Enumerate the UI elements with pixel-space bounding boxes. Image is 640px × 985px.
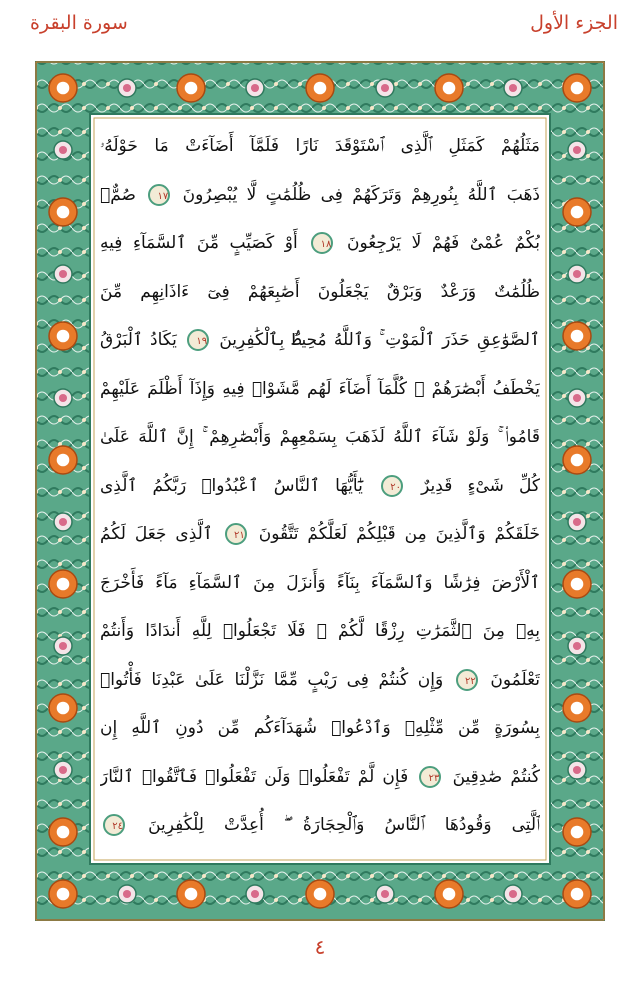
- orange-medallion: [49, 570, 77, 598]
- ayah-number-marker: ٢١: [225, 523, 247, 545]
- flower-ornament: [54, 265, 72, 283]
- verse-text: يَخْطَفُ أَبْصَٰرَهُمْ ۖ كُلَّمَآ أَضَآءَ لَهُم مَّشَوْا۟ فِيهِ وَإِذَآ أَظْلَمَ عَلَيْهِمْ: [100, 378, 540, 399]
- verse-line: [100, 369, 540, 409]
- verse-text: تَعْلَمُونَ: [490, 669, 540, 690]
- verse-line: [100, 223, 540, 263]
- orange-medallion: [563, 446, 591, 474]
- orange-medallion: [177, 74, 205, 102]
- orange-medallion: [306, 880, 334, 908]
- orange-medallion: [177, 880, 205, 908]
- verse-text: ٱلصَّوَٰعِقِ حَذَرَ ٱلْمَوْتِ ۚ وَٱللَّهُ مُحِيطٌۢ بِٱلْكَٰفِرِينَ: [219, 330, 540, 350]
- verse-text: ظُلُمَٰتٌ وَرَعْدٌ وَبَرْقٌ يَجْعَلُونَ أَصَٰبِعَهُمْ فِىٓ ءَاذَانِهِم مِّنَ: [100, 281, 540, 302]
- flower-ornament: [568, 761, 586, 779]
- juz-label: الجزء الأول: [530, 12, 618, 34]
- verse-line: [100, 611, 540, 651]
- verse-text: ٱلْأَرْضَ فِرَٰشًا وَٱلسَّمَآءَ بِنَآءً وَأَنزَلَ مِنَ ٱلسَّمَآءِ مَآءً فَأَخْرَجَ: [100, 572, 540, 593]
- verse-text: بِهِۦ مِنَ ٱلثَّمَرَٰتِ رِزْقًا لَّكُمْ ۖ فَلَا تَجْعَلُوا۟ لِلَّهِ أَندَادًا وَأَنتُمْ: [100, 621, 540, 641]
- quran-text-panel: [96, 120, 544, 858]
- orange-medallion: [563, 818, 591, 846]
- verse-line: [100, 757, 540, 797]
- orange-medallion: [563, 694, 591, 722]
- flower-ornament: [568, 141, 586, 159]
- orange-medallion: [49, 446, 77, 474]
- page-number: ٤: [314, 935, 326, 959]
- flower-ornament: [54, 637, 72, 655]
- flower-ornament: [376, 885, 394, 903]
- verse-line: [100, 514, 540, 554]
- verse-line: [100, 466, 540, 506]
- flower-ornament: [504, 885, 522, 903]
- verse-line: [100, 805, 540, 845]
- ayah-number-marker: ١٩: [187, 329, 209, 351]
- orange-medallion: [49, 322, 77, 350]
- orange-medallion: [563, 880, 591, 908]
- orange-medallion: [563, 322, 591, 350]
- verse-text: صُمٌّۢ: [100, 184, 136, 205]
- verse-text: قَامُوا۟ ۚ وَلَوْ شَآءَ ٱللَّهُ لَذَهَبَ بِسَمْعِهِمْ وَأَبْصَٰرِهِمْ ۚ إِنَّ ٱللَّهَ عَلَىٰ: [100, 427, 540, 447]
- verse-text: أَوْ كَصَيِّبٍ مِّنَ ٱلسَّمَآءِ فِيهِ: [100, 233, 298, 253]
- orange-medallion: [49, 694, 77, 722]
- orange-medallion: [49, 74, 77, 102]
- ayah-number-marker: ٢٣: [419, 766, 441, 788]
- verse-text: ٱلَّتِى وَقُودُهَا ٱلنَّاسُ وَٱلْحِجَارَةُ ۖ أُعِدَّتْ لِلْكَٰفِرِينَ: [148, 815, 540, 835]
- flower-ornament: [568, 637, 586, 655]
- flower-ornament: [54, 761, 72, 779]
- verse-text: ذَهَبَ ٱللَّهُ بِنُورِهِمْ وَتَرَكَهُمْ فِى ظُلُمَٰتٍ لَّا يُبْصِرُونَ: [182, 184, 540, 205]
- flower-ornament: [246, 79, 264, 97]
- ayah-number-marker: ٢٠: [381, 475, 403, 497]
- surah-label: سورة البقرة: [30, 12, 128, 34]
- verse-text: خَلَقَكُمْ وَٱلَّذِينَ مِن قَبْلِكُمْ لَعَلَّكُمْ تَتَّقُونَ: [258, 524, 540, 544]
- flower-ornament: [118, 79, 136, 97]
- flower-ornament: [568, 513, 586, 531]
- orange-medallion: [563, 74, 591, 102]
- verse-line: [100, 708, 540, 748]
- ayah-number-marker: ٢٤: [103, 814, 125, 836]
- ayah-number-marker: ٢٢: [456, 669, 478, 691]
- verse-line: [100, 272, 540, 312]
- verse-text: كُلِّ شَىْءٍ قَدِيرٌ: [421, 475, 540, 496]
- verse-text: يَكَادُ ٱلْبَرْقُ: [100, 330, 177, 350]
- verse-line: [100, 175, 540, 215]
- flower-ornament: [376, 79, 394, 97]
- verse-text: بُكْمٌ عُمْىٌ فَهُمْ لَا يَرْجِعُونَ: [346, 233, 540, 253]
- flower-ornament: [54, 389, 72, 407]
- ayah-number-marker: ١٨: [311, 232, 333, 254]
- flower-ornament: [568, 265, 586, 283]
- verse-text: بِسُورَةٍ مِّن مِّثْلِهِۦ وَٱدْعُوا۟ شُهَدَآءَكُم مِّن دُونِ ٱللَّهِ إِن: [100, 718, 540, 738]
- verse-text: فَإِن لَّمْ تَفْعَلُوا۟ وَلَن تَفْعَلُوا۟ فَٱتَّقُوا۟ ٱلنَّارَ: [100, 766, 409, 787]
- verse-text: كُنتُمْ صَٰدِقِينَ: [452, 766, 540, 787]
- verse-text: ٱلَّذِى جَعَلَ لَكُمُ: [100, 524, 213, 544]
- orange-medallion: [49, 880, 77, 908]
- ayah-number-marker: ١٧: [148, 184, 170, 206]
- orange-medallion: [49, 818, 77, 846]
- verse-text: مَثَلُهُمْ كَمَثَلِ ٱلَّذِى ٱسْتَوْقَدَ نَارًا فَلَمَّآ أَضَآءَتْ مَا حَوْلَهُۥ: [100, 136, 540, 156]
- verse-text: وَإِن كُنتُمْ فِى رَيْبٍ مِّمَّا نَزَّلْنَا عَلَىٰ عَبْدِنَا فَأْتُوا۟: [100, 669, 444, 690]
- flower-ornament: [568, 389, 586, 407]
- flower-ornament: [54, 141, 72, 159]
- flower-ornament: [246, 885, 264, 903]
- verse-line: [100, 126, 540, 166]
- verse-line: [100, 320, 540, 360]
- flower-ornament: [118, 885, 136, 903]
- orange-medallion: [435, 880, 463, 908]
- verse-line: [100, 660, 540, 700]
- flower-ornament: [504, 79, 522, 97]
- orange-medallion: [563, 570, 591, 598]
- verse-text: يَٰٓأَيُّهَا ٱلنَّاسُ ٱعْبُدُوا۟ رَبَّكُمُ ٱلَّذِى: [100, 475, 363, 496]
- verse-line: [100, 417, 540, 457]
- orange-medallion: [563, 198, 591, 226]
- flower-ornament: [54, 513, 72, 531]
- verse-line: [100, 563, 540, 603]
- orange-medallion: [435, 74, 463, 102]
- orange-medallion: [49, 198, 77, 226]
- orange-medallion: [306, 74, 334, 102]
